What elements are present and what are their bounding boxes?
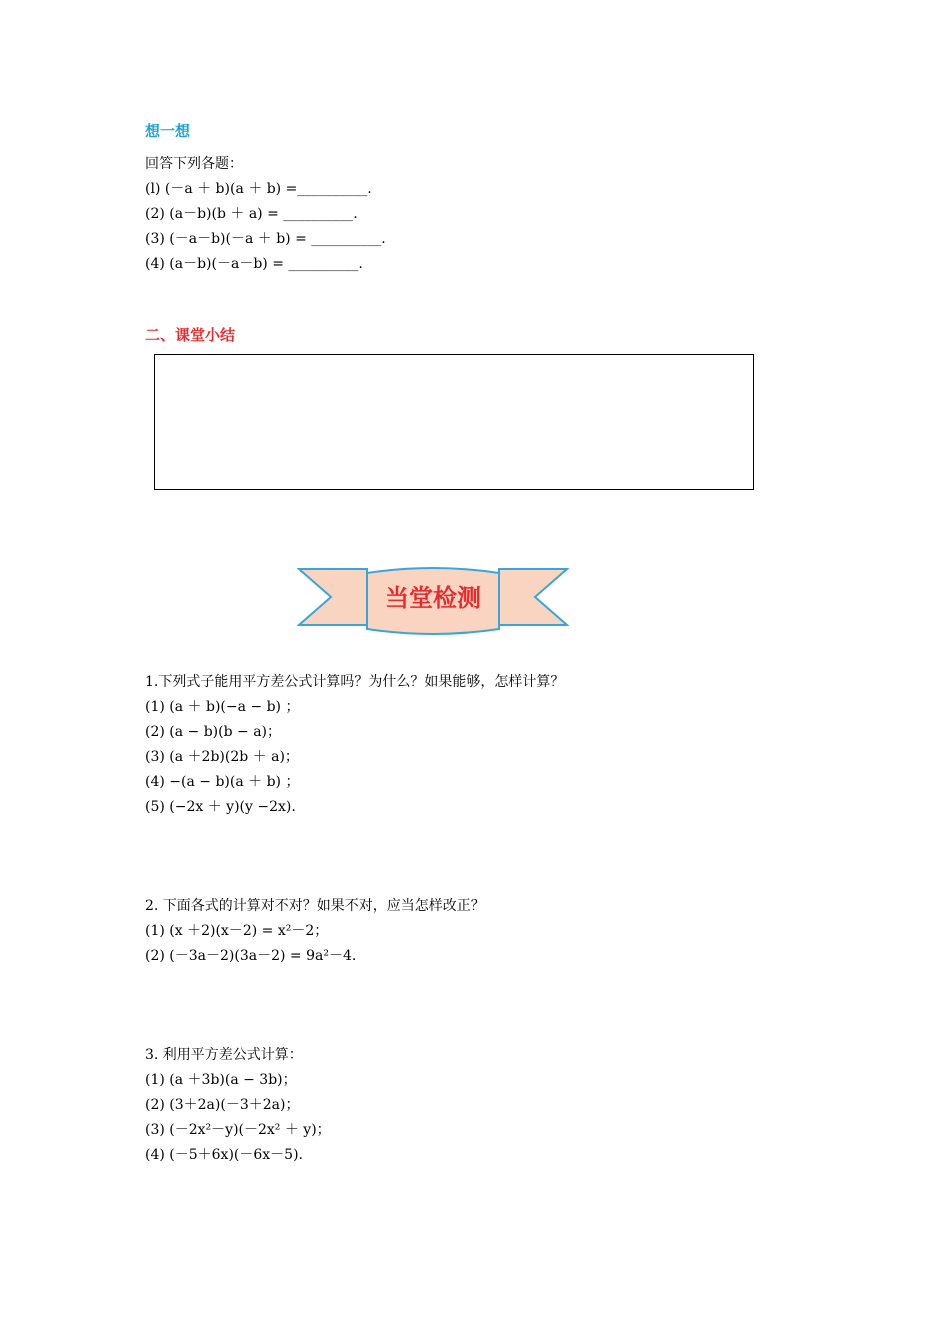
ribbon-left-tail: [299, 569, 367, 625]
q3-item-4: (4) (－5＋6x)(－6x－5).: [145, 1147, 303, 1163]
think-item-3: (3) (－a－b)(－a ＋ b) = __________.: [145, 231, 386, 247]
q2-item-1: (1) (x ＋2)(x－2) = x²－2；: [145, 923, 329, 939]
q1-item-3: (3) (a ＋2b)(2b ＋ a)；: [145, 749, 299, 765]
ribbon-right-tail: [499, 569, 567, 625]
q1-item-5: (5) (−2x ＋ y)(y −2x).: [145, 799, 296, 815]
q1-question: 1.下列式子能用平方差公式计算吗？为什么？如果能够，怎样计算？: [145, 674, 565, 690]
think-item-4: (4) (a－b)(－a－b) = __________.: [145, 256, 363, 272]
q3-item-1: (1) (a ＋3b)(a − 3b)；: [145, 1072, 297, 1088]
q3-item-2: (2) (3＋2a)(－3＋2a)；: [145, 1097, 300, 1113]
think-intro: 回答下列各题：: [145, 156, 243, 172]
q3-question: 3. 利用平方差公式计算：: [145, 1047, 303, 1063]
think-heading: 想一想: [145, 122, 191, 140]
q1-item-2: (2) (a − b)(b − a)；: [145, 724, 282, 740]
q3-item-3: (3) (－2x²－y)(－2x² ＋ y)；: [145, 1122, 331, 1138]
summary-box[interactable]: [154, 354, 754, 490]
q1-item-4: (4) −(a − b)(a ＋ b) ；: [145, 774, 300, 790]
summary-heading: 二、课堂小结: [145, 326, 236, 344]
banner-label: 当堂检测: [385, 584, 481, 612]
q1-item-1: (1) (a ＋ b)(−a − b) ；: [145, 699, 300, 715]
think-item-1: (l) (－a ＋ b)(a ＋ b) =__________.: [145, 181, 372, 197]
q2-question: 2. 下面各式的计算对不对？如果不对，应当怎样改正？: [145, 898, 485, 914]
q2-item-2: (2) (－3a－2)(3a－2) = 9a²－4.: [145, 948, 357, 964]
think-item-2: (2) (a－b)(b ＋ a) = __________.: [145, 206, 358, 222]
